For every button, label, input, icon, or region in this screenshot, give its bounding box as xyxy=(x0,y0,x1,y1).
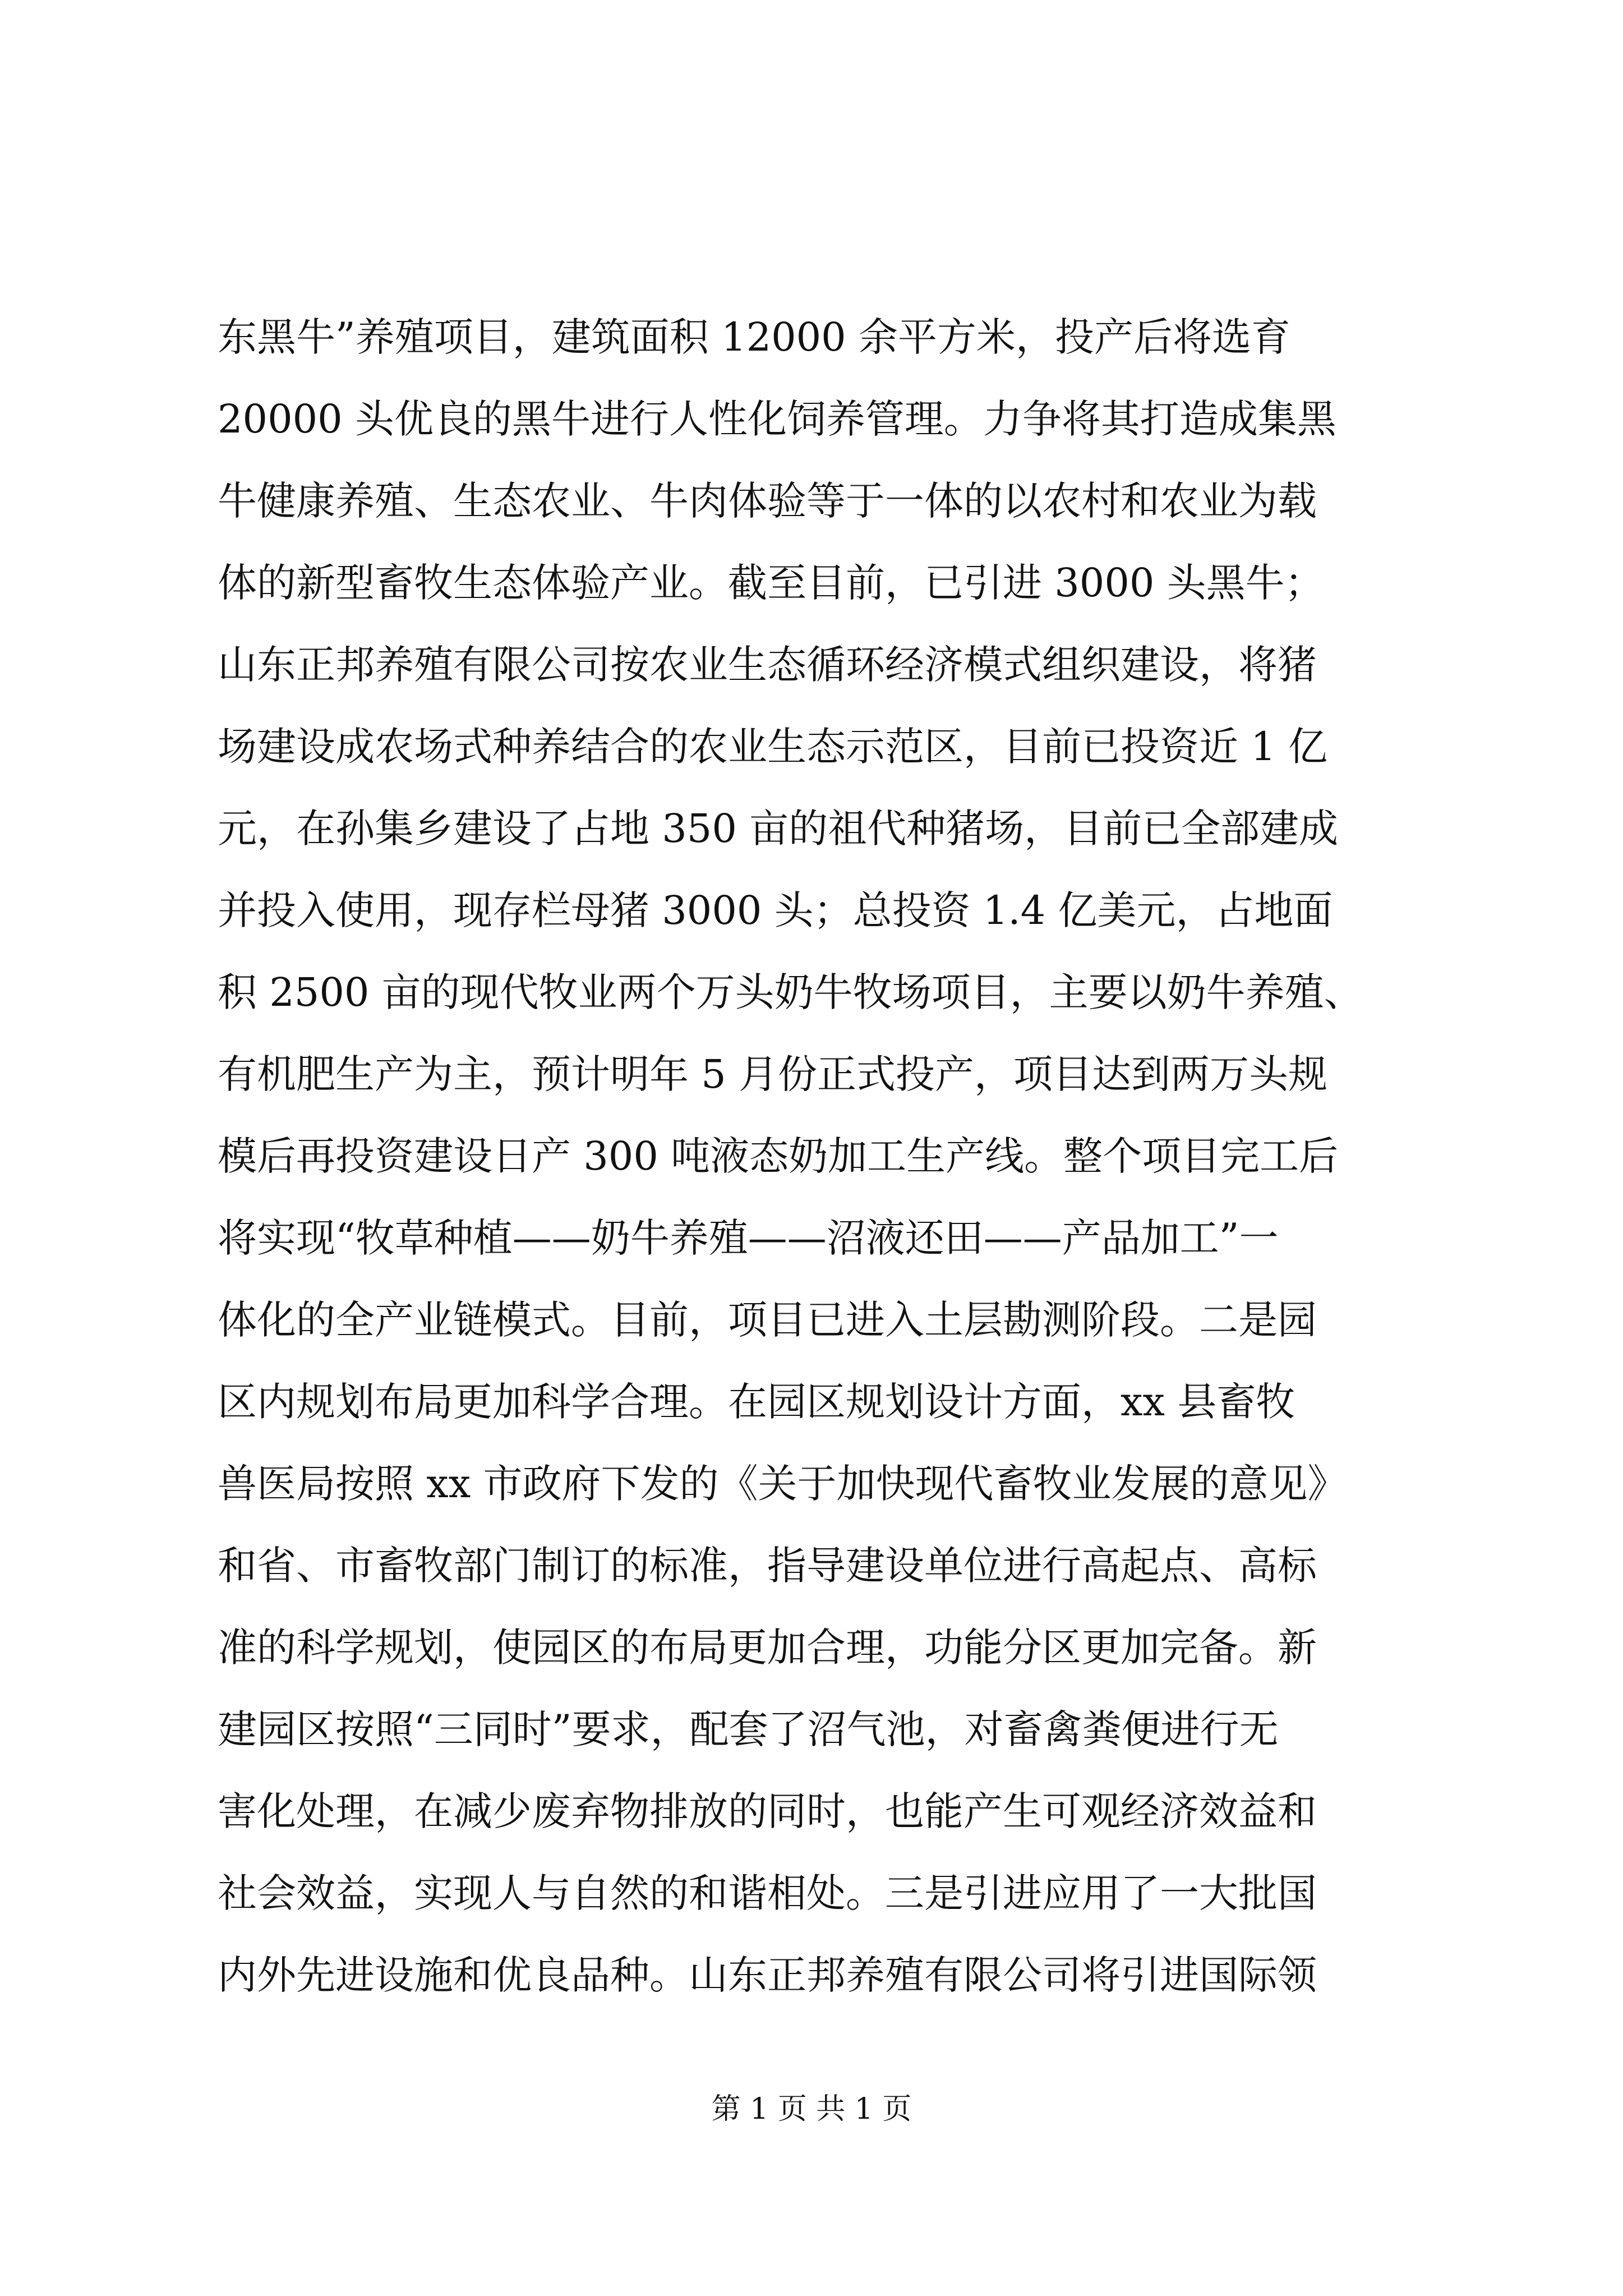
text-line-19: 害化处理，在减少废弃物排放的同时，也能产生可观经济效益和 xyxy=(218,1788,1317,1834)
text-line-3: 牛健康养殖、生态农业、牛肉体验等于一体的以农村和农业为载 xyxy=(218,478,1317,524)
text-line-1: 东黑牛”养殖项目，建筑面积 12000 余平方米，投产后将选育 xyxy=(218,314,1290,360)
text-line-2: 20000 头优良的黑牛进行人性化饲养管理。力争将其打造成集黑 xyxy=(218,396,1336,442)
text-line-11: 模后再投资建设日产 300 吨液态奶加工生产线。整个项目完工后 xyxy=(218,1133,1339,1179)
text-line-15: 兽医局按照 xx 市政府下发的《关于加快现代畜牧业发展的意见》 xyxy=(218,1461,1347,1507)
text-line-13: 体化的全产业链模式。目前，项目已进入土层勘测阶段。二是园 xyxy=(218,1297,1317,1343)
text-line-4: 体的新型畜牧生态体验产业。截至目前，已引进 3000 头黑牛； xyxy=(218,560,1324,606)
text-line-8: 并投入使用，现存栏母猪 3000 头；总投资 1.4 亿美元，占地面 xyxy=(218,887,1333,933)
text-line-16: 和省、市畜牧部门制订的标准，指导建设单位进行高起点、高标 xyxy=(218,1543,1317,1589)
text-line-12: 将实现“牧草种植——奶牛养殖——沼液还田——产品加工”一 xyxy=(218,1215,1279,1261)
text-line-7: 元，在孙集乡建设了占地 350 亩的祖代种猪场，目前已全部建成 xyxy=(218,806,1339,852)
text-line-17: 准的科学规划，使园区的布局更加合理，功能分区更加完备。新 xyxy=(218,1625,1317,1671)
text-line-18: 建园区按照“三同时”要求，配套了沼气池，对畜禽粪便进行无 xyxy=(218,1706,1279,1752)
text-line-14: 区内规划布局更加科学合理。在园区规划设计方面，xx 县畜牧 xyxy=(218,1379,1295,1425)
text-line-6: 场建设成农场式种养结合的农业生态示范区，目前已投资近 1 亿 xyxy=(218,724,1328,770)
text-line-21: 内外先进设施和优良品种。山东正邦养殖有限公司将引进国际领 xyxy=(218,1952,1317,1998)
page-footer: 第 1 页 共 1 页 xyxy=(711,2092,912,2126)
text-line-5: 山东正邦养殖有限公司按农业生态循环经济模式组织建设，将猪 xyxy=(218,642,1317,688)
text-line-9: 积 2500 亩的现代牧业两个万头奶牛牧场项目，主要以奶牛养殖、 xyxy=(218,969,1363,1015)
body-text xyxy=(218,296,1440,2016)
text-line-20: 社会效益，实现人与自然的和谐相处。三是引进应用了一大批国 xyxy=(218,1870,1317,1916)
text-line-10: 有机肥生产为主，预计明年 5 月份正式投产，项目达到两万头规 xyxy=(218,1051,1328,1097)
